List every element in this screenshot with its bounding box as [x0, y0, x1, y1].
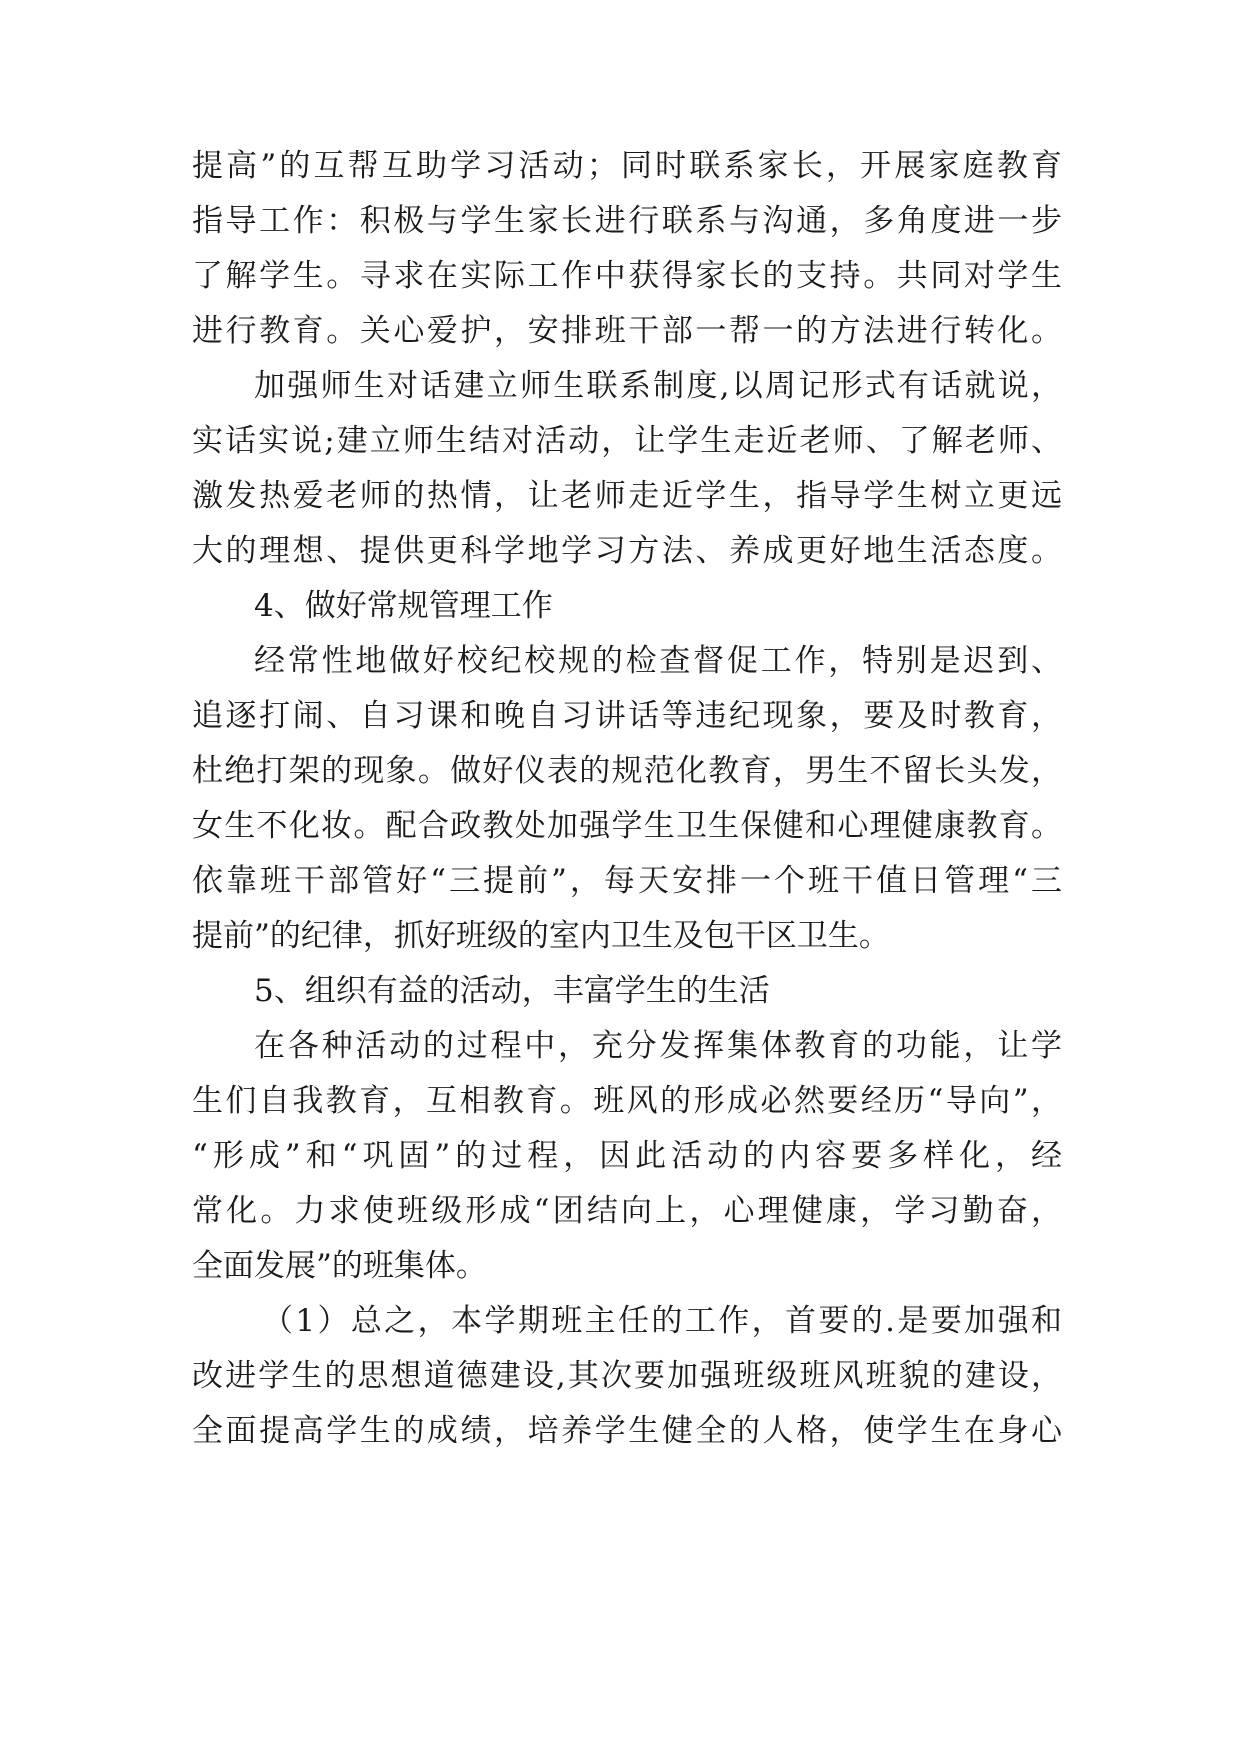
paragraph-first-line: 加强师生对话建立师生联系制度,以周记形式有话就说，	[254, 368, 1062, 404]
text-line: 改进学生的思想道德建设,其次要加强班级班风班貌的建设，	[192, 1358, 1062, 1394]
section-heading: 4、做好常规管理工作	[254, 588, 553, 624]
text-line: 全面发展”的班集体。	[192, 1248, 487, 1284]
text-line: 实话实说;建立师生结对活动，让学生走近老师、了解老师、	[192, 423, 1062, 459]
text-line: 依靠班干部管好“三提前”，每天安排一个班干值日管理“三	[192, 863, 1062, 899]
text-line: 追逐打闹、自习课和晚自习讲话等违纪现象，要及时教育，	[192, 698, 1062, 734]
paragraph-first-line: （1）总之，本学期班主任的工作，首要的.是要加强和	[262, 1303, 1062, 1339]
text-line: 提前”的纪律，抓好班级的室内卫生及包干区卫生。	[192, 918, 890, 954]
text-line: 全面提高学生的成绩，培养学生健全的人格，使学生在身心	[192, 1413, 1062, 1449]
text-line: 常化。力求使班级形成“团结向上，心理健康，学习勤奋，	[192, 1193, 1062, 1229]
text-line: 女生不化妆。配合政教处加强学生卫生保健和心理健康教育。	[192, 808, 1062, 844]
text-line: “形成”和“巩固”的过程，因此活动的内容要多样化，经	[192, 1138, 1062, 1174]
text-line: 激发热爱老师的热情，让老师走近学生，指导学生树立更远	[192, 478, 1062, 514]
paragraph-first-line: 在各种活动的过程中，充分发挥集体教育的功能，让学	[254, 1028, 1062, 1064]
text-line: 大的理想、提供更科学地学习方法、养成更好地生活态度。	[192, 533, 1062, 569]
text-line: 提高”的互帮互助学习活动；同时联系家长，开展家庭教育	[192, 148, 1062, 184]
text-line: 进行教育。关心爱护，安排班干部一帮一的方法进行转化。	[192, 313, 1062, 349]
text-line: 了解学生。寻求在实际工作中获得家长的支持。共同对学生	[192, 258, 1062, 294]
text-line: 杜绝打架的现象。做好仪表的规范化教育，男生不留长头发，	[192, 753, 1062, 789]
text-line: 指导工作：积极与学生家长进行联系与沟通，多角度进一步	[192, 203, 1062, 239]
text-line: 生们自我教育，互相教育。班风的形成必然要经历“导向”，	[192, 1083, 1062, 1119]
paragraph-first-line: 经常性地做好校纪校规的检查督促工作，特别是迟到、	[254, 643, 1062, 679]
section-heading: 5、组织有益的活动，丰富学生的生活	[254, 973, 770, 1009]
